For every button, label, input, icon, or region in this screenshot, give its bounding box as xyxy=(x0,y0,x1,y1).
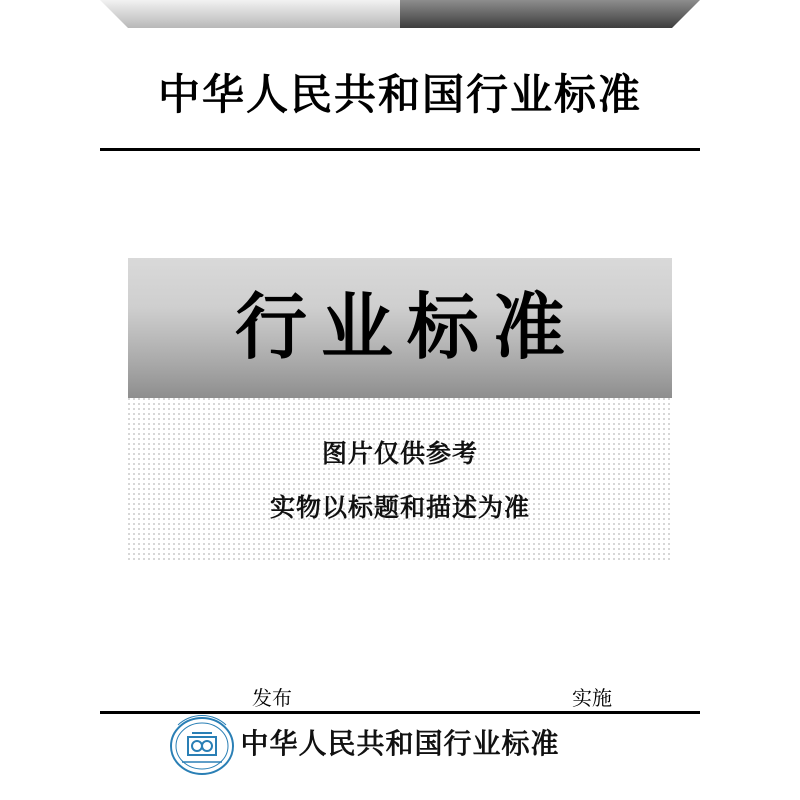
page-title: 中华人民共和国行业标准 xyxy=(157,71,642,118)
top-left-ribbon xyxy=(100,0,400,28)
implement-label: 实施 xyxy=(572,688,612,710)
top-right-ribbon xyxy=(400,0,700,28)
footer-divider xyxy=(100,711,700,714)
notice-line-1: 图片仅供参考 xyxy=(321,440,478,468)
footer-labels xyxy=(100,682,700,710)
notice-line-2: 实物以标题和描述为准 xyxy=(269,494,530,522)
header-divider xyxy=(100,148,700,151)
notice-area xyxy=(128,398,672,560)
standard-type-band xyxy=(128,258,672,398)
publish-label: 发布 xyxy=(252,688,292,710)
standard-type-label: 行业标准 xyxy=(234,288,579,368)
issuer-name: 中华人民共和国行业标准 xyxy=(240,728,560,759)
